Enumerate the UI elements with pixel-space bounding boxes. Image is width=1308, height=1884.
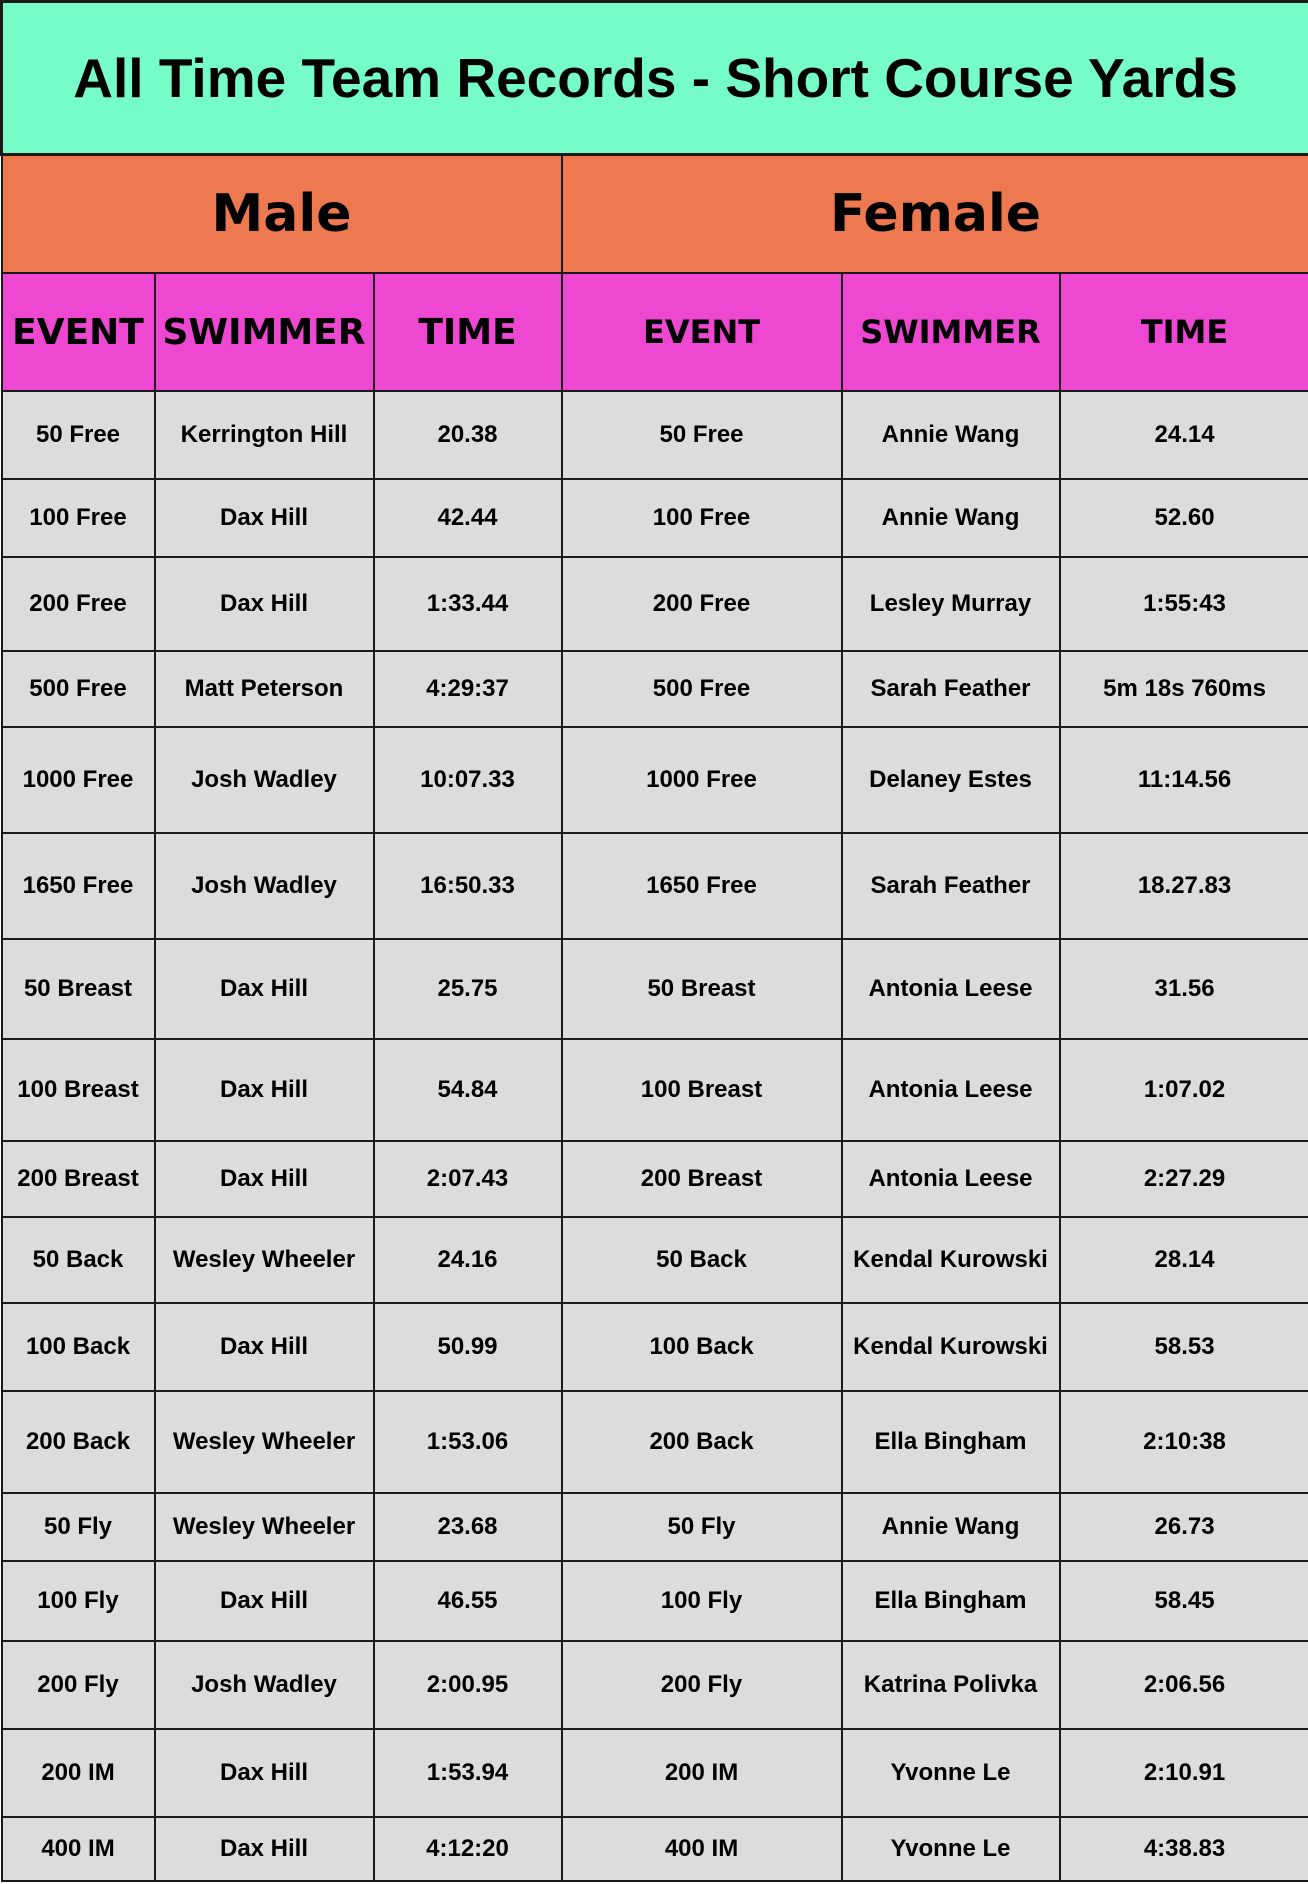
male-time-cell: 1:53.94 — [374, 1729, 562, 1817]
female-swimmer-cell: Annie Wang — [842, 479, 1060, 557]
female-swimmer-cell: Yvonne Le — [842, 1729, 1060, 1817]
female-event-cell: 200 Breast — [562, 1141, 842, 1217]
male-swimmer-cell: Josh Wadley — [155, 727, 374, 833]
female-event-cell: 200 Back — [562, 1391, 842, 1493]
female-time-cell: 2:10.91 — [1060, 1729, 1308, 1817]
female-event-cell: 50 Back — [562, 1217, 842, 1303]
female-time-cell: 2:27.29 — [1060, 1141, 1308, 1217]
table-row — [2, 1391, 1308, 1493]
table-row — [2, 833, 1308, 939]
male-time-cell: 16:50.33 — [374, 833, 562, 939]
male-time-cell: 54.84 — [374, 1039, 562, 1141]
male-event-cell: 400 IM — [2, 1817, 155, 1881]
male-time-cell: 46.55 — [374, 1561, 562, 1641]
female-event-cell: 500 Free — [562, 651, 842, 727]
female-event-cell: 200 IM — [562, 1729, 842, 1817]
female-event-cell: 100 Fly — [562, 1561, 842, 1641]
female-time-cell: 58.45 — [1060, 1561, 1308, 1641]
female-event-cell: 100 Breast — [562, 1039, 842, 1141]
male-swimmer-cell: Dax Hill — [155, 1039, 374, 1141]
male-swimmer-cell: Wesley Wheeler — [155, 1217, 374, 1303]
male-swimmer-cell: Kerrington Hill — [155, 391, 374, 479]
table-row — [2, 391, 1308, 479]
male-event-cell: 100 Breast — [2, 1039, 155, 1141]
male-time-header: TIME — [374, 273, 562, 391]
table-row — [2, 1141, 1308, 1217]
table-row — [2, 1493, 1308, 1561]
male-event-cell: 200 Free — [2, 557, 155, 651]
female-time-cell: 28.14 — [1060, 1217, 1308, 1303]
male-time-cell: 10:07.33 — [374, 727, 562, 833]
female-time-cell: 18.27.83 — [1060, 833, 1308, 939]
table-row — [2, 1641, 1308, 1729]
female-time-cell: 26.73 — [1060, 1493, 1308, 1561]
table-row — [2, 939, 1308, 1039]
female-group-header: Female — [562, 155, 1308, 274]
male-time-cell: 20.38 — [374, 391, 562, 479]
male-event-cell: 100 Fly — [2, 1561, 155, 1641]
male-time-cell: 4:29:37 — [374, 651, 562, 727]
female-event-cell: 50 Free — [562, 391, 842, 479]
table-row — [2, 1039, 1308, 1141]
female-time-cell: 2:06.56 — [1060, 1641, 1308, 1729]
female-time-cell: 5m 18s 760ms — [1060, 651, 1308, 727]
female-swimmer-cell: Antonia Leese — [842, 1039, 1060, 1141]
table-row — [2, 1303, 1308, 1391]
female-event-cell: 100 Back — [562, 1303, 842, 1391]
female-time-header: TIME — [1060, 273, 1308, 391]
female-time-cell: 2:10:38 — [1060, 1391, 1308, 1493]
male-event-cell: 1650 Free — [2, 833, 155, 939]
table-row — [2, 557, 1308, 651]
female-time-cell: 24.14 — [1060, 391, 1308, 479]
table-row — [2, 1217, 1308, 1303]
female-event-header: EVENT — [562, 273, 842, 391]
male-swimmer-cell: Dax Hill — [155, 557, 374, 651]
female-event-cell: 50 Fly — [562, 1493, 842, 1561]
male-swimmer-cell: Dax Hill — [155, 1817, 374, 1881]
male-event-cell: 50 Free — [2, 391, 155, 479]
male-swimmer-cell: Dax Hill — [155, 1141, 374, 1217]
male-swimmer-cell: Josh Wadley — [155, 1641, 374, 1729]
male-swimmer-cell: Dax Hill — [155, 1729, 374, 1817]
female-swimmer-header: SWIMMER — [842, 273, 1060, 391]
female-swimmer-cell: Antonia Leese — [842, 939, 1060, 1039]
male-time-cell: 50.99 — [374, 1303, 562, 1391]
male-swimmer-cell: Wesley Wheeler — [155, 1391, 374, 1493]
male-event-cell: 200 Back — [2, 1391, 155, 1493]
female-swimmer-cell: Annie Wang — [842, 391, 1060, 479]
male-time-cell: 4:12:20 — [374, 1817, 562, 1881]
male-swimmer-cell: Dax Hill — [155, 1561, 374, 1641]
page-title: All Time Team Records - Short Course Yards — [2, 2, 1308, 155]
table-row — [2, 727, 1308, 833]
table-row — [2, 1729, 1308, 1817]
male-swimmer-cell: Dax Hill — [155, 939, 374, 1039]
male-event-cell: 200 Fly — [2, 1641, 155, 1729]
female-swimmer-cell: Sarah Feather — [842, 833, 1060, 939]
female-swimmer-cell: Katrina Polivka — [842, 1641, 1060, 1729]
male-time-cell: 1:53.06 — [374, 1391, 562, 1493]
female-event-cell: 200 Free — [562, 557, 842, 651]
male-swimmer-cell: Josh Wadley — [155, 833, 374, 939]
male-swimmer-cell: Wesley Wheeler — [155, 1493, 374, 1561]
female-time-cell: 1:07.02 — [1060, 1039, 1308, 1141]
female-swimmer-cell: Delaney Estes — [842, 727, 1060, 833]
female-time-cell: 11:14.56 — [1060, 727, 1308, 833]
female-swimmer-cell: Annie Wang — [842, 1493, 1060, 1561]
female-swimmer-cell: Sarah Feather — [842, 651, 1060, 727]
female-event-cell: 100 Free — [562, 479, 842, 557]
female-event-cell: 200 Fly — [562, 1641, 842, 1729]
female-time-cell: 1:55:43 — [1060, 557, 1308, 651]
female-swimmer-cell: Kendal Kurowski — [842, 1303, 1060, 1391]
female-swimmer-cell: Ella Bingham — [842, 1391, 1060, 1493]
male-time-cell: 2:07.43 — [374, 1141, 562, 1217]
male-event-cell: 50 Back — [2, 1217, 155, 1303]
male-event-header: EVENT — [2, 273, 155, 391]
female-time-cell: 4:38.83 — [1060, 1817, 1308, 1881]
male-swimmer-cell: Matt Peterson — [155, 651, 374, 727]
female-event-cell: 1650 Free — [562, 833, 842, 939]
male-time-cell: 2:00.95 — [374, 1641, 562, 1729]
male-group-header: Male — [2, 155, 562, 274]
male-event-cell: 50 Breast — [2, 939, 155, 1039]
male-swimmer-header: SWIMMER — [155, 273, 374, 391]
female-swimmer-cell: Ella Bingham — [842, 1561, 1060, 1641]
male-time-cell: 42.44 — [374, 479, 562, 557]
female-event-cell: 1000 Free — [562, 727, 842, 833]
male-time-cell: 25.75 — [374, 939, 562, 1039]
female-swimmer-cell: Kendal Kurowski — [842, 1217, 1060, 1303]
female-event-cell: 400 IM — [562, 1817, 842, 1881]
table-row — [2, 651, 1308, 727]
male-event-cell: 200 IM — [2, 1729, 155, 1817]
male-swimmer-cell: Dax Hill — [155, 1303, 374, 1391]
female-time-cell: 58.53 — [1060, 1303, 1308, 1391]
table-row — [2, 1817, 1308, 1881]
table-row — [2, 1561, 1308, 1641]
male-swimmer-cell: Dax Hill — [155, 479, 374, 557]
female-swimmer-cell: Lesley Murray — [842, 557, 1060, 651]
male-event-cell: 1000 Free — [2, 727, 155, 833]
female-swimmer-cell: Antonia Leese — [842, 1141, 1060, 1217]
male-event-cell: 100 Back — [2, 1303, 155, 1391]
male-event-cell: 50 Fly — [2, 1493, 155, 1561]
female-time-cell: 52.60 — [1060, 479, 1308, 557]
male-time-cell: 23.68 — [374, 1493, 562, 1561]
female-time-cell: 31.56 — [1060, 939, 1308, 1039]
table-row — [2, 479, 1308, 557]
male-time-cell: 1:33.44 — [374, 557, 562, 651]
male-event-cell: 200 Breast — [2, 1141, 155, 1217]
female-event-cell: 50 Breast — [562, 939, 842, 1039]
male-time-cell: 24.16 — [374, 1217, 562, 1303]
female-swimmer-cell: Yvonne Le — [842, 1817, 1060, 1881]
male-event-cell: 100 Free — [2, 479, 155, 557]
male-event-cell: 500 Free — [2, 651, 155, 727]
